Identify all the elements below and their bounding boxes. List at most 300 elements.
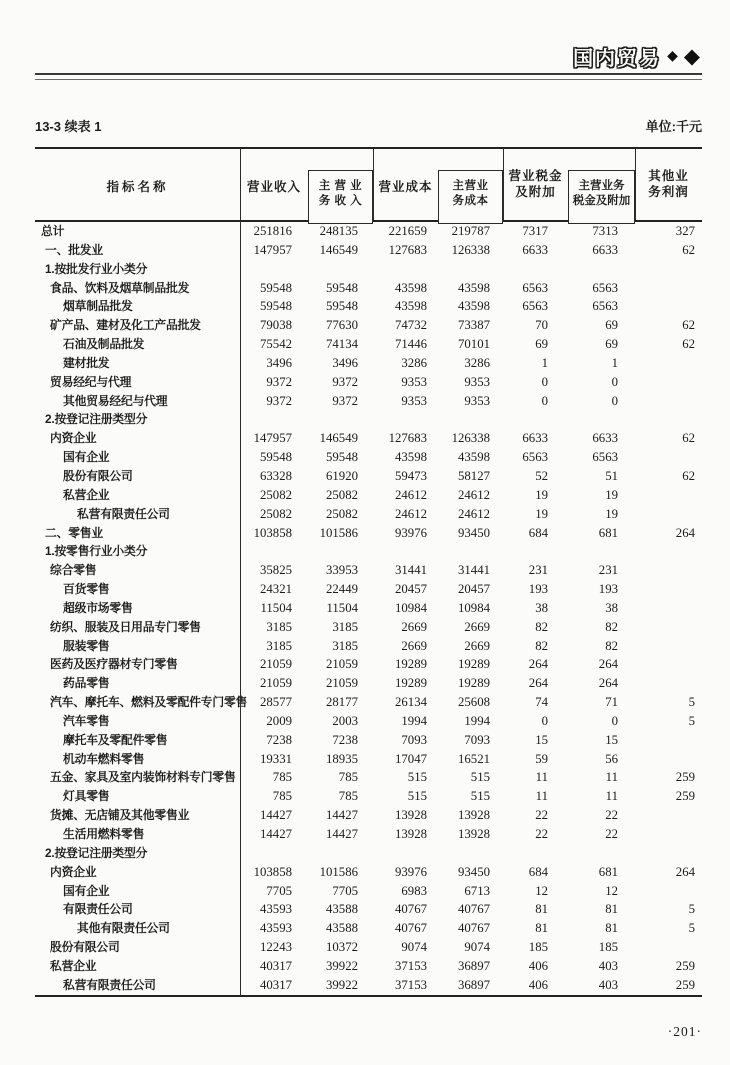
cell-value <box>618 448 695 467</box>
cell-value <box>490 542 548 561</box>
cell-value: 403 <box>598 958 618 973</box>
table-row <box>35 674 702 693</box>
cell-value: 82 <box>535 619 548 634</box>
cell-value: 36897 <box>458 958 490 973</box>
cell-value: 231 <box>528 563 548 578</box>
cell-value: 93450 <box>458 864 490 879</box>
cell-value: 71446 <box>395 337 427 352</box>
table-row <box>35 976 702 995</box>
cell-value: 3185 <box>266 619 292 634</box>
cell-value: 231 <box>598 563 618 578</box>
cell-value: 6633 <box>522 431 548 446</box>
cell-value: 5 <box>688 902 695 917</box>
row-label: 纺织、服装及日用品专门零售 <box>50 619 201 634</box>
cell-value: 9353 <box>401 393 427 408</box>
table-row <box>35 410 702 429</box>
row-values <box>240 637 702 656</box>
cell-value: 19 <box>535 506 548 521</box>
row-values <box>240 241 702 260</box>
cell-value: 81 <box>605 921 618 936</box>
cell-value: 9353 <box>464 393 490 408</box>
row-label: 贸易经纪与代理 <box>50 374 132 389</box>
table-row <box>35 354 702 373</box>
cell-value <box>358 260 427 279</box>
cell-value: 10372 <box>326 940 358 955</box>
cell-value: 81 <box>605 902 618 917</box>
cell-value: 3185 <box>332 619 358 634</box>
cell-value: 10984 <box>395 600 427 615</box>
row-label: 服装零售 <box>63 638 110 653</box>
cell-value <box>618 882 695 901</box>
table-row <box>35 957 702 976</box>
cell-value: 13928 <box>395 827 427 841</box>
cell-value: 24612 <box>395 487 427 502</box>
row-label: 一、批发业 <box>45 242 103 257</box>
cell-value: 681 <box>598 525 618 540</box>
cell-value <box>358 410 427 429</box>
cell-value: 146549 <box>319 242 358 257</box>
table-row <box>35 750 702 769</box>
cell-value: 43598 <box>395 280 427 295</box>
cell-value: 43588 <box>326 902 358 917</box>
diamond-icon: ◆ <box>683 44 700 68</box>
table-row <box>35 618 702 637</box>
page-number: ·201· <box>667 1024 702 1039</box>
cell-value <box>618 486 695 505</box>
cell-value: 43593 <box>260 902 292 917</box>
cell-value: 785 <box>338 770 358 785</box>
row-values <box>240 863 702 882</box>
row-values <box>240 599 702 618</box>
cell-value <box>240 260 292 279</box>
cell-value: 0 <box>611 374 618 389</box>
cell-value <box>292 260 358 279</box>
row-values <box>240 429 702 448</box>
cell-value <box>618 373 695 392</box>
cell-value: 25082 <box>260 487 292 502</box>
row-label: 二、零售业 <box>45 525 103 540</box>
cell-value: 71 <box>605 695 618 710</box>
col-header-main-revenue: 主 营 业 务 收 入 <box>308 170 373 224</box>
cell-value: 19 <box>605 506 618 521</box>
cell-value <box>427 542 490 561</box>
cell-value: 684 <box>528 864 548 879</box>
cell-value <box>292 542 358 561</box>
cell-value: 58127 <box>458 468 490 483</box>
table-row <box>35 392 702 411</box>
cell-value: 14427 <box>260 808 292 823</box>
cell-value: 12 <box>605 883 618 898</box>
cell-value: 3185 <box>266 638 292 653</box>
cell-value: 79038 <box>260 318 292 333</box>
cell-value: 185 <box>528 940 548 955</box>
cell-value: 9353 <box>464 374 490 389</box>
table-row <box>35 599 702 618</box>
cell-value <box>618 637 695 656</box>
cell-value: 146549 <box>319 431 358 446</box>
cell-value <box>427 410 490 429</box>
cell-value <box>618 580 695 599</box>
cell-value: 9074 <box>464 940 490 955</box>
cell-value: 7705 <box>332 883 358 898</box>
table-row <box>35 373 702 392</box>
cell-value <box>618 542 695 561</box>
cell-value: 2669 <box>401 619 427 634</box>
table-row <box>35 693 702 712</box>
cell-value: 51 <box>605 468 618 483</box>
row-label: 生活用燃料零售 <box>63 827 145 841</box>
cell-value: 21059 <box>260 657 292 672</box>
cell-value: 103858 <box>253 864 292 879</box>
table-row <box>35 938 702 957</box>
table-row <box>35 335 702 354</box>
cell-value: 12243 <box>260 940 292 955</box>
cell-value: 40317 <box>260 958 292 973</box>
cell-value: 251816 <box>253 224 292 238</box>
cell-value: 81 <box>535 921 548 936</box>
cell-value: 193 <box>528 582 548 597</box>
cell-value: 43598 <box>458 450 490 465</box>
table-row <box>35 241 702 260</box>
row-label: 汽车零售 <box>63 713 110 728</box>
cell-value: 5 <box>688 695 695 710</box>
row-label: 综合零售 <box>50 563 97 578</box>
cell-value: 15 <box>535 732 548 747</box>
row-values <box>240 373 702 392</box>
row-values <box>240 448 702 467</box>
cell-value: 43588 <box>326 921 358 936</box>
table-row <box>35 279 702 298</box>
cell-value: 77630 <box>326 318 358 333</box>
row-values <box>240 825 702 844</box>
row-label: 石油及制品批发 <box>63 337 145 352</box>
cell-value: 264 <box>528 657 548 672</box>
cell-value: 62 <box>682 318 695 333</box>
cell-value: 6563 <box>522 280 548 295</box>
row-label: 内资企业 <box>50 864 97 879</box>
table-row <box>35 297 702 316</box>
row-values <box>240 882 702 901</box>
cell-value: 19289 <box>458 676 490 691</box>
row-values <box>240 750 702 769</box>
cell-value: 219787 <box>451 224 490 238</box>
row-values <box>240 505 702 524</box>
cell-value: 7093 <box>464 732 490 747</box>
table-row <box>35 316 702 335</box>
unit-label: 单位:千元 <box>645 119 702 134</box>
cell-value: 248135 <box>319 224 358 238</box>
cell-value: 40767 <box>458 921 490 936</box>
table-body <box>35 222 702 995</box>
cell-value: 33953 <box>326 563 358 578</box>
table-row <box>35 429 702 448</box>
cell-value: 40767 <box>458 902 490 917</box>
cell-value <box>240 844 292 863</box>
section-title: 国内贸易 <box>573 48 662 70</box>
cell-value <box>292 844 358 863</box>
cell-value: 52 <box>535 468 548 483</box>
row-label: 食品、饮料及烟草制品批发 <box>50 280 190 295</box>
row-values <box>240 316 702 335</box>
cell-value: 11 <box>605 789 618 804</box>
cell-value: 31441 <box>395 563 427 578</box>
row-values <box>240 279 702 298</box>
cell-value: 14427 <box>260 827 292 841</box>
row-values <box>240 561 702 580</box>
table-row <box>35 806 702 825</box>
cell-value: 36897 <box>458 977 490 992</box>
row-values <box>240 392 702 411</box>
row-values <box>240 674 702 693</box>
cell-value: 14427 <box>326 827 358 841</box>
cell-value: 2669 <box>464 638 490 653</box>
cell-value <box>618 392 695 411</box>
cell-value: 785 <box>272 789 292 804</box>
cell-value: 259 <box>675 789 695 804</box>
cell-value: 3185 <box>332 638 358 653</box>
row-label: 摩托车及零配件零售 <box>63 732 168 747</box>
cell-value: 69 <box>605 337 618 352</box>
cell-value: 21059 <box>260 676 292 691</box>
table-row <box>35 260 702 279</box>
row-values <box>240 844 702 863</box>
cell-value: 59548 <box>260 450 292 465</box>
row-label: 2.按登记注册类型分 <box>45 845 148 860</box>
table-header <box>35 149 702 222</box>
cell-value: 81 <box>535 902 548 917</box>
row-label: 股份有限公司 <box>63 468 133 483</box>
cell-value: 62 <box>682 337 695 352</box>
table-row <box>35 768 702 787</box>
table-row <box>35 637 702 656</box>
table-row <box>35 542 702 561</box>
cell-value: 9372 <box>266 374 292 389</box>
row-values <box>240 467 702 486</box>
row-label: 五金、家具及室内装饰材料专门零售 <box>50 770 236 785</box>
row-values <box>240 410 702 429</box>
cell-value: 93976 <box>395 525 427 540</box>
table-row <box>35 448 702 467</box>
page-corner-banner <box>573 42 700 71</box>
cell-value: 37153 <box>395 958 427 973</box>
cell-value <box>427 260 490 279</box>
table-row <box>35 731 702 750</box>
row-label: 药品零售 <box>63 676 110 691</box>
cell-value: 37153 <box>395 977 427 992</box>
cell-value: 21059 <box>326 676 358 691</box>
cell-value: 59473 <box>395 468 427 483</box>
header-rule <box>35 73 702 80</box>
cell-value: 1994 <box>401 713 427 728</box>
cell-value: 681 <box>598 864 618 879</box>
row-label: 私营有限责任公司 <box>77 506 170 521</box>
cell-value: 9353 <box>401 374 427 389</box>
cell-value: 1 <box>541 355 548 370</box>
cell-value: 403 <box>598 977 618 992</box>
cell-value: 19289 <box>458 657 490 672</box>
cell-value: 38 <box>605 600 618 615</box>
row-values <box>240 260 702 279</box>
cell-value <box>618 410 695 429</box>
cell-value <box>548 260 618 279</box>
cell-value: 22 <box>605 808 618 823</box>
cell-value: 59548 <box>326 450 358 465</box>
cell-value: 22 <box>605 827 618 841</box>
cell-value: 74134 <box>326 337 358 352</box>
row-label: 超级市场零售 <box>63 600 133 615</box>
cell-value: 6563 <box>592 450 618 465</box>
cell-value: 40317 <box>260 977 292 992</box>
cell-value: 785 <box>272 770 292 785</box>
cell-value: 7317 <box>522 224 548 238</box>
row-label: 国有企业 <box>63 883 110 898</box>
cell-value: 26134 <box>395 695 427 710</box>
row-label: 私营企业 <box>63 487 110 502</box>
table-row <box>35 467 702 486</box>
cell-value: 59548 <box>326 280 358 295</box>
row-values <box>240 712 702 731</box>
cell-value: 25608 <box>458 695 490 710</box>
cell-value: 82 <box>605 619 618 634</box>
row-label: 总计 <box>41 224 65 238</box>
cell-value: 6563 <box>522 450 548 465</box>
cell-value <box>548 844 618 863</box>
cell-value: 10984 <box>458 600 490 615</box>
row-label: 股份有限公司 <box>50 940 120 955</box>
row-label: 机动车燃料零售 <box>63 751 145 766</box>
row-label: 私营有限责任公司 <box>63 977 156 992</box>
cell-value: 62 <box>682 242 695 257</box>
cell-value: 62 <box>682 431 695 446</box>
cell-value: 12 <box>535 883 548 898</box>
cell-value: 13928 <box>458 827 490 841</box>
cell-value: 3496 <box>266 355 292 370</box>
cell-value: 24612 <box>395 506 427 521</box>
row-label: 汽车、摩托车、燃料及零配件专门零售 <box>50 695 248 710</box>
cell-value: 2009 <box>266 713 292 728</box>
row-label: 1.按零售行业小类分 <box>45 544 148 559</box>
cell-value: 5 <box>688 713 695 728</box>
cell-value: 19 <box>605 487 618 502</box>
cell-value <box>548 410 618 429</box>
cell-value: 0 <box>541 713 548 728</box>
row-label: 国有企业 <box>63 450 110 465</box>
cell-value: 9372 <box>332 393 358 408</box>
cell-value: 3286 <box>401 355 427 370</box>
cell-value: 515 <box>470 770 490 785</box>
row-values <box>240 787 702 806</box>
cell-value: 74732 <box>395 318 427 333</box>
cell-value: 11 <box>535 770 548 785</box>
cell-value: 7238 <box>332 732 358 747</box>
table-row <box>35 787 702 806</box>
cell-value: 7313 <box>592 224 618 238</box>
cell-value <box>358 844 427 863</box>
cell-value: 127683 <box>388 242 427 257</box>
row-label: 其他有限责任公司 <box>77 921 170 936</box>
cell-value: 70101 <box>458 337 490 352</box>
cell-value: 43593 <box>260 921 292 936</box>
cell-value: 19289 <box>395 657 427 672</box>
cell-value: 185 <box>598 940 618 955</box>
cell-value: 43598 <box>395 299 427 314</box>
cell-value: 6633 <box>522 242 548 257</box>
cell-value: 82 <box>605 638 618 653</box>
cell-value: 19 <box>535 487 548 502</box>
cell-value: 69 <box>605 318 618 333</box>
table-row <box>35 882 702 901</box>
cell-value: 40767 <box>395 921 427 936</box>
cell-value: 9372 <box>266 393 292 408</box>
row-values <box>240 900 702 919</box>
cell-value: 15 <box>605 732 618 747</box>
row-label: 货摊、无店铺及其他零售业 <box>50 808 190 823</box>
cell-value: 2669 <box>401 638 427 653</box>
row-values <box>240 354 702 373</box>
cell-value: 20457 <box>458 582 490 597</box>
cell-value: 684 <box>528 525 548 540</box>
cell-value: 406 <box>528 958 548 973</box>
cell-value: 62 <box>682 468 695 483</box>
cell-value: 11504 <box>260 600 292 615</box>
row-values <box>240 806 702 825</box>
statistics-table <box>35 147 702 997</box>
cell-value <box>618 260 695 279</box>
cell-value: 24321 <box>260 582 292 597</box>
cell-value <box>618 505 695 524</box>
cell-value: 6563 <box>522 299 548 314</box>
table-row <box>35 222 702 241</box>
cell-value <box>358 542 427 561</box>
cell-value: 43598 <box>458 280 490 295</box>
cell-value: 515 <box>407 770 427 785</box>
col-header-tax: 营业税金 及附加 <box>508 169 563 199</box>
row-values <box>240 731 702 750</box>
cell-value: 264 <box>598 657 618 672</box>
cell-value: 6983 <box>401 883 427 898</box>
cell-value: 126338 <box>451 242 490 257</box>
row-values <box>240 655 702 674</box>
cell-value <box>618 844 695 863</box>
cell-value <box>618 561 695 580</box>
cell-value: 147957 <box>253 242 292 257</box>
cell-value <box>618 297 695 316</box>
cell-value <box>618 599 695 618</box>
cell-value: 147957 <box>253 431 292 446</box>
table-row <box>35 580 702 599</box>
cell-value: 39922 <box>326 977 358 992</box>
table-row <box>35 863 702 882</box>
cell-value: 101586 <box>319 525 358 540</box>
cell-value: 7238 <box>266 732 292 747</box>
cell-value: 11 <box>535 789 548 804</box>
row-label: 1.按批发行业小类分 <box>45 261 148 276</box>
row-values <box>240 919 702 938</box>
cell-value: 406 <box>528 977 548 992</box>
cell-value <box>618 750 695 769</box>
cell-value: 22 <box>535 808 548 823</box>
cell-value <box>618 655 695 674</box>
cell-value: 101586 <box>319 864 358 879</box>
table-row <box>35 825 702 844</box>
cell-value: 43598 <box>395 450 427 465</box>
row-values <box>240 222 702 241</box>
cell-value: 93976 <box>395 864 427 879</box>
cell-value: 39922 <box>326 958 358 973</box>
row-label: 烟草制品批发 <box>63 299 133 314</box>
cell-value: 259 <box>675 977 695 992</box>
cell-value: 13928 <box>395 808 427 823</box>
